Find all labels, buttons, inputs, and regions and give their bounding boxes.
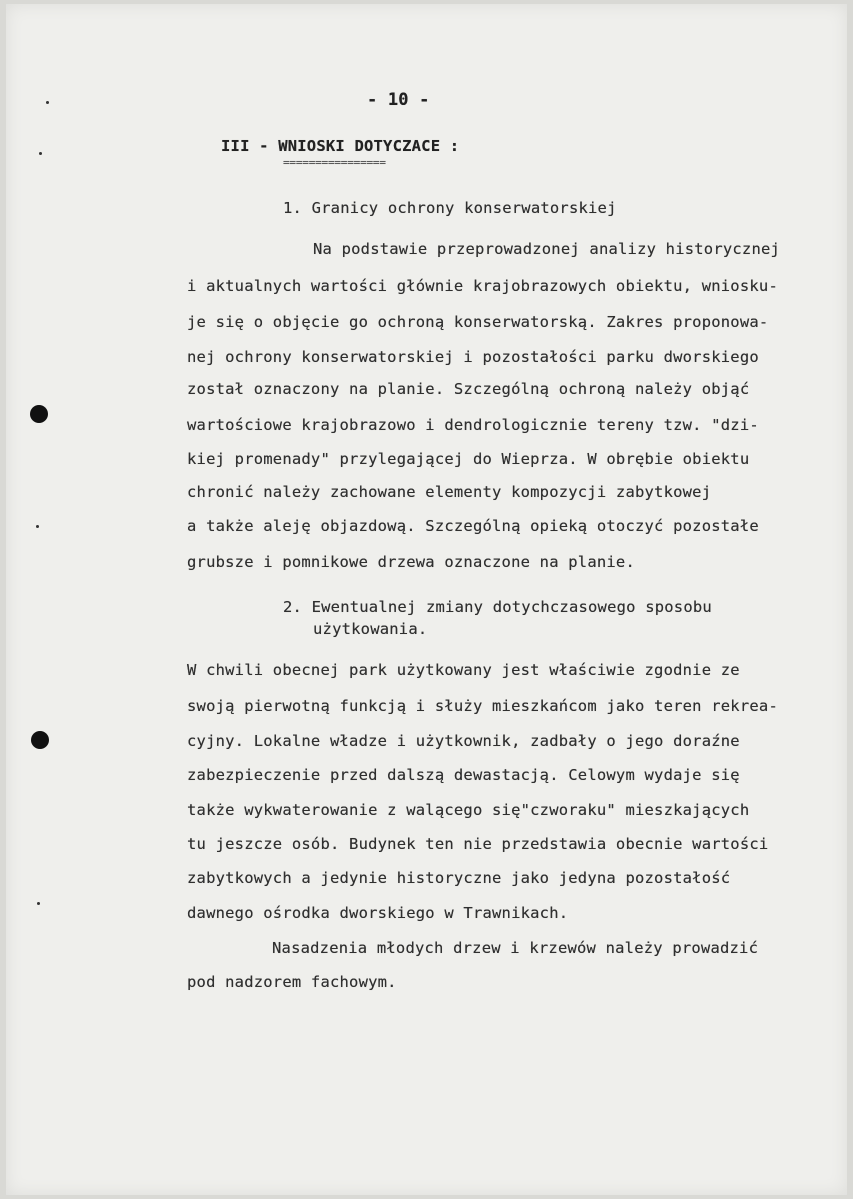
paragraph-line: W chwili obecnej park użytkowany jest właściwie zgodnie ze [187, 661, 740, 679]
subsection-2-title: użytkowania. [313, 620, 428, 638]
paragraph-line: swoją pierwotną funkcją i służy mieszkańcom jako teren rekrea- [187, 697, 778, 715]
paragraph-line: a także aleję objazdową. Szczególną opieką otoczyć pozostałe [187, 517, 759, 535]
document-page [6, 4, 847, 1195]
paragraph-line: dawnego ośrodka dworskiego w Trawnikach. [187, 904, 569, 922]
paragraph-line: grubsze i pomnikowe drzewa oznaczone na planie. [187, 553, 635, 571]
section-heading: III - WNIOSKI DOTYCZACE : [221, 137, 460, 155]
margin-mark [37, 902, 40, 905]
paragraph-line: także wykwaterowanie z walącego się"czworaku" mieszkających [187, 801, 750, 819]
margin-mark [36, 525, 39, 528]
page-number: - 10 - [367, 90, 430, 110]
margin-mark [46, 101, 49, 104]
punch-hole-bottom [31, 731, 49, 749]
closing-paragraph-line: pod nadzorem fachowym. [187, 973, 397, 991]
paragraph-line: Na podstawie przeprowadzonej analizy historycznej [313, 240, 781, 258]
punch-hole-top [30, 405, 48, 423]
paragraph-line: tu jeszcze osób. Budynek ten nie przedstawia obecnie wartości [187, 835, 769, 853]
paragraph-line: zabezpieczenie przed dalszą dewastacją. Celowym wydaje się [187, 766, 740, 784]
paragraph-line: chronić należy zachowane elementy kompozycji zabytkowej [187, 483, 712, 501]
paragraph-line: wartościowe krajobrazowo i dendrologicznie tereny tzw. "dzi- [187, 416, 759, 434]
margin-mark [39, 152, 42, 155]
subsection-1-title: 1. Granicy ochrony konserwatorskiej [283, 199, 617, 217]
paragraph-line: kiej promenady" przylegającej do Wieprza. W obrębie obiektu [187, 450, 750, 468]
paragraph-line: został oznaczony na planie. Szczególną ochroną należy objąć [187, 380, 750, 398]
paragraph-line: i aktualnych wartości głównie krajobrazowych obiektu, wniosku- [187, 277, 778, 295]
closing-paragraph-line: Nasadzenia młodych drzew i krzewów należy prowadzić [272, 939, 759, 957]
paragraph-line: nej ochrony konserwatorskiej i pozostałości parku dworskiego [187, 348, 759, 366]
paragraph-line: je się o objęcie go ochroną konserwatorską. Zakres proponowa- [187, 313, 769, 331]
section-heading-underline: ================ [283, 156, 386, 169]
paragraph-line: zabytkowych a jedynie historyczne jako jedyna pozostałość [187, 869, 731, 887]
paragraph-line: cyjny. Lokalne władze i użytkownik, zadbały o jego doraźne [187, 732, 740, 750]
subsection-2-title: 2. Ewentualnej zmiany dotychczasowego sposobu [283, 598, 712, 616]
